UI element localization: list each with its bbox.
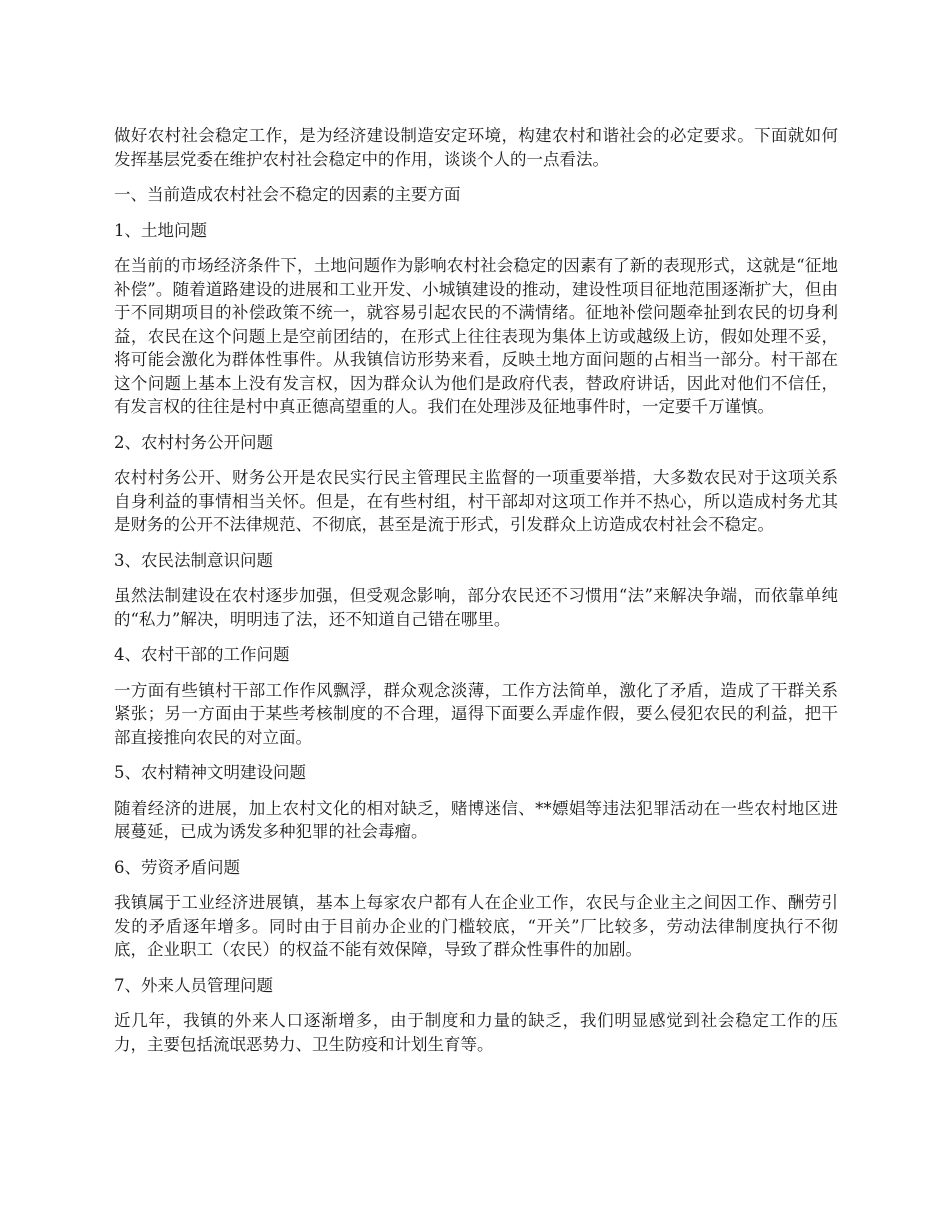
paragraph-labor: 我镇属于工业经济进展镇，基本上每家农户都有人在企业工作，农民与企业主之间因工作、酬劳引发的矛盾逐年增多。同时由于目前办企业的门槛较底，“开关”厂比较多，劳动法律制度执行不彻底，企业职工（农民）的权益不能有效保障，导致了群众性事件的加剧。 [114, 893, 838, 959]
paragraph-civilization: 随着经济的进展，加上农村文化的相对缺乏，赌博迷信、**嫖娼等违法犯罪活动在一些农村地区进展蔓延，已成为诱发多种犯罪的社会毒瘤。 [114, 798, 838, 841]
subsection-heading-cadre-work: 4、农村干部的工作问题 [114, 645, 290, 664]
subsection-heading-migrants: 7、外来人员管理问题 [114, 975, 273, 995]
subsection-heading-labor: 6、劳资矛盾问题 [114, 857, 240, 877]
intro-paragraph: 做好农村社会稳定工作，是为经济建设制造安定环境，构建农村和谐社会的必定要求。下面就如何发挥基层党委在维护农村社会稳定中的作用，谈谈个人的一点看法。 [114, 126, 838, 169]
subsection-heading-civilization: 5、农村精神文明建设问题 [114, 763, 306, 782]
subsection-heading-legal-awareness: 3、农民法制意识问题 [114, 550, 273, 570]
paragraph-legal-awareness: 虽然法制建设在农村逐步加强，但受观念影响，部分农民还不习惯用“法”来解决争端，而依靠单纯的“私力”解决，明明违了法，还不知道自己错在哪里。 [114, 586, 838, 629]
subsection-heading-village-affairs: 2、农村村务公开问题 [114, 432, 273, 452]
section-heading: 一、当前造成农村社会不稳定的因素的主要方面 [114, 185, 461, 204]
document-body [114, 124, 838, 1068]
paragraph-land: 在当前的市场经济条件下，土地问题作为影响农村社会稳定的因素有了新的表现形式，这就是“征地补偿”。随着道路建设的进展和工业开发、小城镇建设的推动，建设性项目征地范围逐渐扩大，但由于不同期项目的补偿政策不统一，就容易引起农民的不满情绪。征地补偿问题牵扯到农民的切身利益，农民在这个问题上是空前团结的，在形式上往往表现为集体上访或越级上访，假如处理不妥，将可能会激化为群体性事件。从我镇信访形势来看，反映土地方面问题的占相当一部分。村干部在这个问题上基本上没有发言权，因为群众认为他们是政府代表，替政府讲话，因此对他们不信任，有发言权的往往是村中真正德高望重的人。我们在处理涉及征地事件时，一定要千万谨慎。 [114, 256, 838, 416]
paragraph-cadre-work: 一方面有些镇村干部工作作风飘浮，群众观念淡薄，工作方法简单，激化了矛盾，造成了干群关系紧张；另一方面由于某些考核制度的不合理，逼得下面要么弄虚作假，要么侵犯农民的利益，把干部直接推向农民的对立面。 [114, 680, 838, 747]
paragraph-village-affairs: 农村村务公开、财务公开是农民实行民主管理民主监督的一项重要举措，大多数农民对于这项关系自身利益的事情相当关怀。但是，在有些村组，村干部却对这项工作并不热心，所以造成村务尤其是财务的公开不法律规范、不彻底，甚至是流于形式，引发群众上访造成农村社会不稳定。 [114, 468, 838, 534]
paragraph-migrants: 近几年，我镇的外来人口逐渐增多，由于制度和力量的缺乏，我们明显感觉到社会稳定工作的压力，主要包括流氓恶势力、卫生防疫和计划生育等。 [114, 1011, 838, 1054]
subsection-heading-land: 1、土地问题 [114, 220, 207, 240]
